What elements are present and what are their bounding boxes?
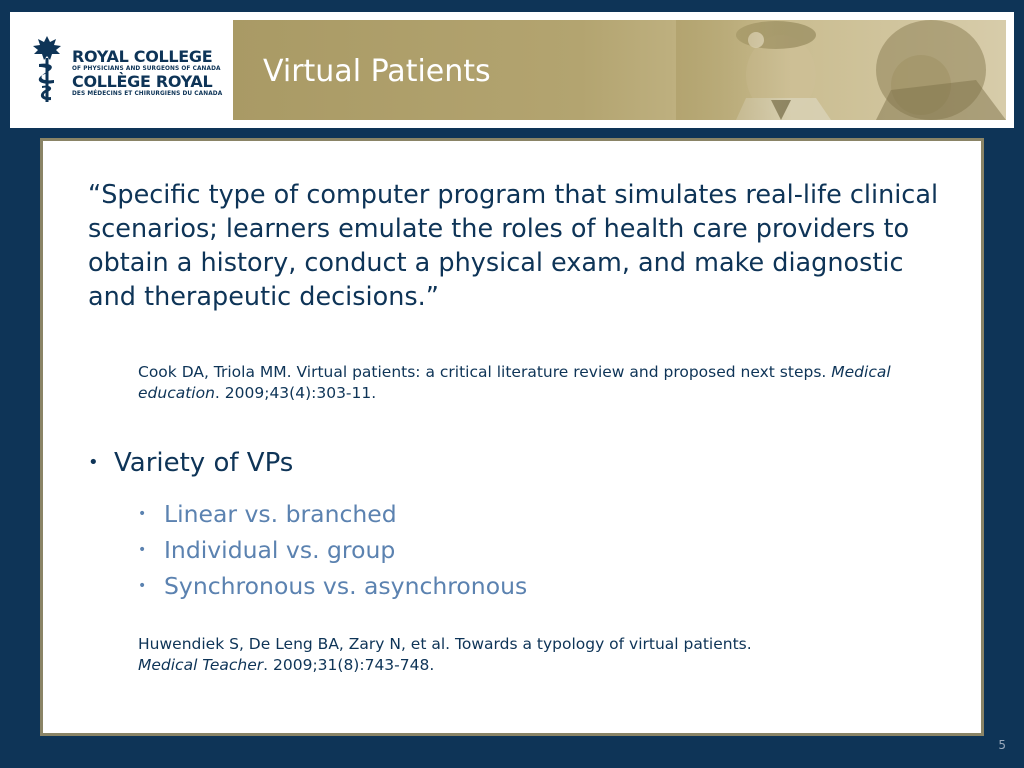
slide-title: Virtual Patients xyxy=(263,54,491,89)
sub-bullet-text: Individual vs. group xyxy=(164,536,396,564)
sub-bullet-text: Linear vs. branched xyxy=(164,500,397,528)
caduceus-crest-icon xyxy=(30,34,64,106)
royal-college-logo xyxy=(30,34,230,106)
reference-huwendiek-journal: Medical Teacher xyxy=(138,656,264,674)
reference-cook-details: . 2009;43(4):303-11. xyxy=(214,384,377,402)
doctors-photo-image xyxy=(676,20,1006,120)
bullet-dot-icon: • xyxy=(88,452,99,473)
logo-line-2: OF PHYSICIANS AND SURGEONS OF CANADA xyxy=(72,66,221,72)
sub-bullet-dot-icon: • xyxy=(138,578,147,594)
bullet-variety-text: Variety of VPs xyxy=(114,448,294,478)
reference-cook-journal: Medical education xyxy=(138,363,891,402)
reference-cook-authors: Cook DA, Triola MM. Virtual patients: a critical literature review and proposed next steps. xyxy=(138,363,832,381)
logo-line-3: COLLÈGE ROYAL xyxy=(72,72,213,91)
sub-bullet-text: Synchronous vs. asynchronous xyxy=(164,572,528,600)
sub-bullet-dot-icon: • xyxy=(138,542,147,558)
reference-huwendiek xyxy=(138,634,938,676)
sub-bullet-item xyxy=(138,496,527,532)
bullet-variety xyxy=(88,447,293,479)
page-number: 5 xyxy=(998,738,1006,752)
definition-quote: “Specific type of computer program that simulates real-life clinical scenarios; learners emulate the roles of health care providers to obtain a history, conduct a physical exam, and make diagnostic and therapeutic decisions.” xyxy=(88,180,939,312)
reference-cook xyxy=(138,362,938,404)
title-banner xyxy=(233,20,1006,120)
reference-huwendiek-details: . 2009;31(8):743-748. xyxy=(263,656,435,674)
sub-bullet-list xyxy=(138,496,527,604)
logo-line-4: DES MÉDECINS ET CHIRURGIENS DU CANADA xyxy=(72,91,223,97)
slide-header xyxy=(10,12,1014,128)
logo-wordmark xyxy=(72,48,222,98)
sub-bullet-dot-icon: • xyxy=(138,506,147,522)
sub-bullet-item xyxy=(138,532,527,568)
content-panel xyxy=(40,138,984,736)
sub-bullet-item xyxy=(138,568,527,604)
logo-line-1: ROYAL COLLEGE xyxy=(72,47,213,66)
reference-huwendiek-authors: Huwendiek S, De Leng BA, Zary N, et al. Towards a typology of virtual patients. xyxy=(138,635,752,653)
